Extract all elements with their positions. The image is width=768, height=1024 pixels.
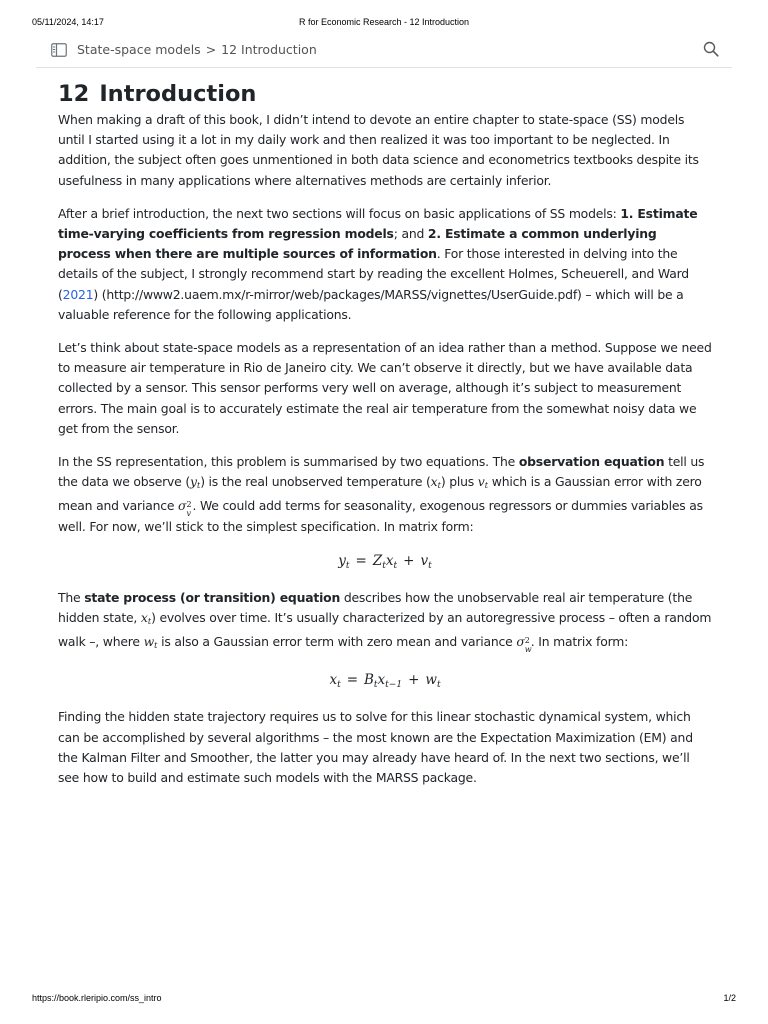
state-equation: $x_t = B_tx_{t-1} + w_t$ [329, 672, 441, 691]
print-url: https://book.rleripio.com/ss_intro [32, 993, 162, 1003]
math-w-t: $w_t$ [143, 634, 158, 651]
paragraph-observation: In the SS representation, this problem is summarised by two equations. The observation equation tell us the data we observe $(y_t)$ is the real unobserved temperature $(x_t)$ plus $v_t$ which is a Gaussian error with zero mean and variance σ 2 v . We could add terms for seasonality, exogenous regressors or dummies variables as well. For now, we’ll stick to the simplest specification. In matrix form: [58, 454, 705, 534]
top-navigation-bar [36, 38, 732, 68]
paragraph-example: Let’s think about state-space models as a representation of an idea rather than a method. Suppose we need to measure air temperature in Rio de Janeiro city. We can’t observe it directly, but we have available data collected by a sensor. This sensor performs very well on average, although it’s subject to measurement errors. The main goal is to accurately estimate the real air temperature from the somewhat noisy data we get from the sensor. [58, 340, 712, 436]
observation-equation: $y_t = Z_tx_t + v_t$ [338, 552, 432, 571]
application-1: 1. Estimate time-varying coefficients from regression models [58, 205, 698, 242]
breadcrumb-part-link[interactable]: State-space models [77, 42, 201, 57]
math-x-t: $x_t$ [430, 474, 441, 491]
print-header [32, 17, 736, 31]
chapter-number: 12 [58, 81, 90, 107]
print-footer [32, 993, 736, 1005]
chapter-title: Introduction [99, 81, 257, 107]
term-observation-equation: observation equation [518, 454, 665, 470]
paragraph-overview: After a brief introduction, the next two sections will focus on basic applications of SS models: 1. Estimate time-varying coefficients from regression models; and 2. Estimate a common underlying process when there are multiple sources of information. For those interested in delving into the details of the subject, I strongly recommend start by reading the excellent Holmes, Scheuerell, and Ward (2021) (http://www2.uaem.mx/r-mirror/web/packages/MARSS/vignettes/UserGuide.pdf) – which will be a valuable reference for the following applications. [58, 205, 698, 322]
sidebar-toggle-icon[interactable] [51, 42, 67, 56]
page-title [58, 80, 712, 108]
print-doc-title: R for Economic Research - 12 Introduction [298, 17, 470, 27]
main-content [58, 80, 712, 788]
print-page-number: 1/2 [723, 993, 736, 1003]
breadcrumb-separator: > [205, 42, 217, 57]
search-icon[interactable] [703, 41, 719, 57]
math-v-t: $v_t$ [477, 474, 489, 491]
math-x-t-2: $x_t$ [140, 610, 152, 627]
math-sigma-w: σ 2 w [516, 634, 532, 655]
math-sigma-v: σ 2 v [178, 498, 192, 519]
breadcrumb [77, 42, 317, 57]
term-state-process-equation: state process (or transition) equation [84, 589, 341, 605]
citation-link[interactable]: 2021 [62, 286, 94, 302]
print-datetime: 05/11/2024, 14:17 [32, 17, 104, 27]
application-2: 2. Estimate a common underlying process when there are multiple sources of information [58, 226, 657, 262]
math-y-t: $y_t$ [189, 474, 201, 491]
paragraph-estimation: Finding the hidden state trajectory requires us to solve for this linear stochastic dynamical system, which can be accomplished by several algorithms – the most known are the Expectation Maximization (EM) and the Kalman Filter and Smoother, the latter you may already have heard of. In the next two sections, we’ll see how to build and estimate such models with the MARSS package. [58, 709, 693, 786]
breadcrumb-chapter-link[interactable]: 12 Introduction [221, 42, 317, 57]
paragraph-motivation: When making a draft of this book, I didn’t intend to devote an entire chapter to state-space (SS) models until I started using it a lot in my daily work and then realized it was too important to be neglected. In addition, the subject often goes unmentioned in both data science and econometrics textbooks despite its usefulness in many applications where alternatives methods are certainly inferior. [58, 112, 699, 188]
paragraph-state-process: The state process (or transition) equation describes how the unobservable real air temperature (the hidden state, $x_t$) evolves over time. It’s usually characterized by an autoregressive process – often a random walk –, where $w_t$ is also a Gaussian error term with zero mean and variance σ 2 w . In matrix form: [58, 589, 712, 655]
